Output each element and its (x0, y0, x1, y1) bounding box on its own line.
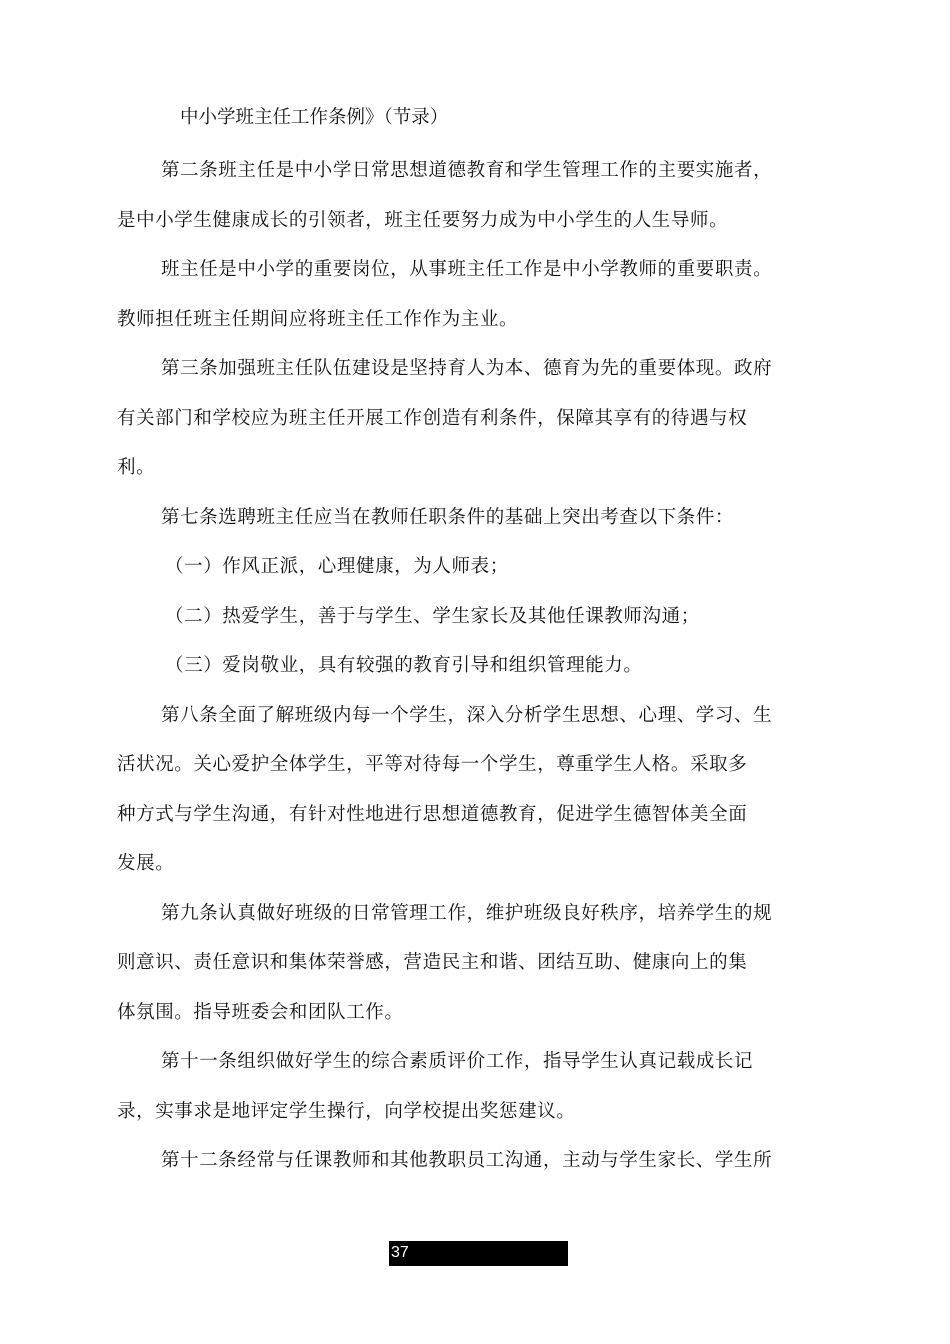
document-title: 中小学班主任工作条例》（节录） (180, 107, 449, 128)
text-line: 是中小学生健康成长的引领者，班主任要努力成为中小学生的人生导师。 (117, 209, 729, 231)
text-line: 第九条认真做好班级的日常管理工作，维护班级良好秩序，培养学生的规 (161, 902, 773, 924)
text-line: 班主任是中小学的重要岗位，从事班主任工作是中小学教师的重要职责。 (161, 259, 773, 280)
text-line: 发展。 (117, 853, 175, 874)
text-line: 第八条全面了解班级内每一个学生，深入分析学生思想、心理、学习、生 (161, 704, 773, 726)
paragraph-article-12 (139, 1136, 819, 1186)
text-line: （二）热爱学生，善于与学生、学生家长及其他任课教师沟通； (165, 605, 700, 627)
text-line: 体氛围。指导班委会和团队工作。 (117, 1001, 404, 1023)
paragraph-article-8 (117, 691, 819, 889)
text-line: 利。 (117, 457, 156, 478)
paragraph-article-2-cont (117, 245, 819, 344)
text-line: 第十一条组织做好学生的综合素质评价工作，指导学生认真记载成长记 (161, 1051, 754, 1072)
list-item-3 (139, 641, 819, 691)
text-line: （三）爱岗敬业，具有较强的教育引导和组织管理能力。 (165, 655, 643, 676)
page-number: 37 (391, 1244, 409, 1261)
list-item-1 (139, 542, 819, 592)
text-line: 有关部门和学校应为班主任开展工作创造有利条件，保障其享有的待遇与权 (117, 407, 748, 429)
text-line: 第二条班主任是中小学日常思想道德教育和学生管理工作的主要实施者， (161, 160, 773, 181)
list-item-2 (139, 592, 819, 642)
text-line: （一）作风正派，心理健康，为人师表； (165, 556, 509, 577)
text-line: 第七条选聘班主任应当在教师任职条件的基础上突出考查以下条件： (161, 506, 735, 528)
paragraph-article-2 (117, 146, 819, 245)
paragraph-article-11 (117, 1037, 819, 1136)
text-line: 活状况。关心爱护全体学生，平等对待每一个学生，尊重学生人格。采取多 (117, 754, 748, 775)
paragraph-article-3 (117, 344, 819, 493)
text-line: 第十二条经常与任课教师和其他教职员工沟通，主动与学生家长、学生所 (161, 1150, 773, 1171)
text-line: 第三条加强班主任队伍建设是坚持育人为本、德育为先的重要体现。政府 (161, 358, 773, 379)
text-line: 则意识、责任意识和集体荣誉感，营造民主和谐、团结互助、健康向上的集 (117, 952, 748, 973)
text-line: 录，实事求是地评定学生操行，向学校提出奖惩建议。 (117, 1100, 576, 1122)
text-line: 种方式与学生沟通，有针对性地进行思想道德教育，促进学生德智体美全面 (117, 803, 748, 825)
paragraph-article-7 (139, 493, 819, 543)
page-number-box (389, 1241, 568, 1266)
document-body (117, 146, 819, 1186)
text-line: 教师担任班主任期间应将班主任工作作为主业。 (117, 308, 519, 330)
paragraph-article-9 (117, 889, 819, 1038)
